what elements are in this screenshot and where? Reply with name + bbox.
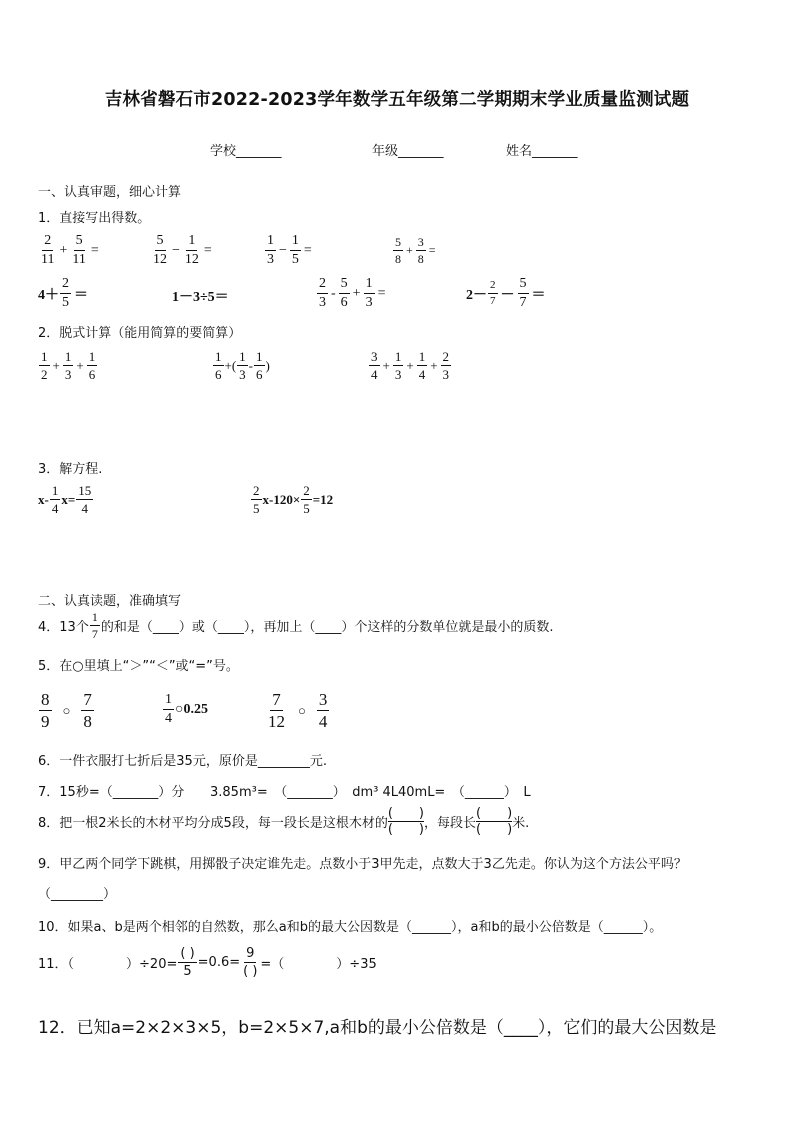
q1-item-e: 4＋ $\frac{2}{5}$ ＝ [38,276,88,310]
question-7a: 7．15秒=（_______）分 [38,785,185,800]
q1-item-g: $\frac{2}{3}$ - $\frac{5}{6}$ + $\frac{1}{3}$ = [319,276,386,310]
school-field: 学校_______ [210,144,282,159]
question-9-line2: （________） [38,887,117,902]
q1-item-a: $\frac{2}{11}$ + $\frac{5}{11}$ = [41,233,99,267]
question-8: 8．把一根2米长的木材平均分成5段，每一段长是这根木材的 ( ) ( ) ，每段长 ( ) ( ) 米. [38,806,530,837]
q1-item-d: $\frac{5}{8}$ + $\frac{3}{8}$ = [395,235,436,266]
q1-item-b: $\frac{5}{12}$ − $\frac{1}{12}$ = [153,233,212,267]
q2-item-c: $\frac{3}{4}$ + $\frac{1}{3}$ + $\frac{1}{4}$ + $\frac{2}{3}$ [371,349,450,382]
question-12: 12．已知a=2×2×3×5，b=2×5×7,a和b的最小公倍数是（____），它们的最大公因数是 [38,1018,717,1038]
grade-field: 年级_______ [372,144,444,159]
q5-item-b: $\frac{1}{4}$ ○0.25 [165,692,208,726]
question-10: 10．如果a、b是两个相邻的自然数，那么a和b的最大公因数是（______），a和b的最小公倍数是（______）。 [38,920,663,935]
q1-item-h: 2－ $\frac{2}{7}$ － $\frac{5}{7}$ ＝ [466,276,546,310]
question-2: 2．脱式计算（能用简算的要简算） [38,326,242,341]
section1-heading: 一、认真审题，细心计算 [38,185,182,200]
question-4: 4．13个 $\frac{1}{7}$ 的和是（____）或（____），再加上（____）个这样的分数单位就是最小的质数. [38,610,554,641]
question-5: 5．在○里填上“＞”“＜”或“=”号。 [38,659,239,674]
question-7b: 3.85m³= （_______） dm³ 4L40mL= （______） L [210,785,531,800]
page-title: 吉林省磐石市2022-2023学年数学五年级第二学期期末学业质量监测试题 [104,90,690,110]
q5-item-a: $\frac{8}{9}$ ○ $\frac{7}{8}$ [41,690,92,731]
section2-heading: 二、认真读题，准确填写 [38,594,182,609]
q1-item-f: 1－3÷5＝ [172,290,229,305]
q5-item-c: $\frac{7}{12}$ ○ $\frac{3}{4}$ [268,690,328,731]
q2-item-a: $\frac{1}{2}$ + $\frac{1}{3}$ + $\frac{1}{6}$ [41,349,96,382]
q2-item-b: $\frac{1}{6}$ +( $\frac{1}{3}$ - $\frac{1}{6}$ ) [215,349,270,382]
name-field: 姓名_______ [506,144,578,159]
q3-item-a: x- $\frac{1}{4}$ x= $\frac{15}{4}$ [38,483,92,516]
q1-item-c: $\frac{1}{3}$ − $\frac{1}{5}$ = [267,233,312,267]
question-9-line1: 9．甲乙两个同学下跳棋，用掷骰子决定谁先走。点数小于3甲先走，点数大于3乙先走。你认为这个方法公平吗？ [38,857,687,872]
question-11: 11．（ ）÷20= $\frac{( )}{5}$ =0.6= $\frac{9}{( )}$ =（ ）÷35 [38,946,377,979]
q3-item-b: $\frac{2}{5}$ x-120× $\frac{2}{5}$ =12 [253,483,334,516]
question-6: 6．一件衣服打七折后是35元，原价是________元. [38,754,327,769]
question-3: 3．解方程. [38,462,103,477]
question-1: 1．直接写出得数。 [38,211,151,226]
